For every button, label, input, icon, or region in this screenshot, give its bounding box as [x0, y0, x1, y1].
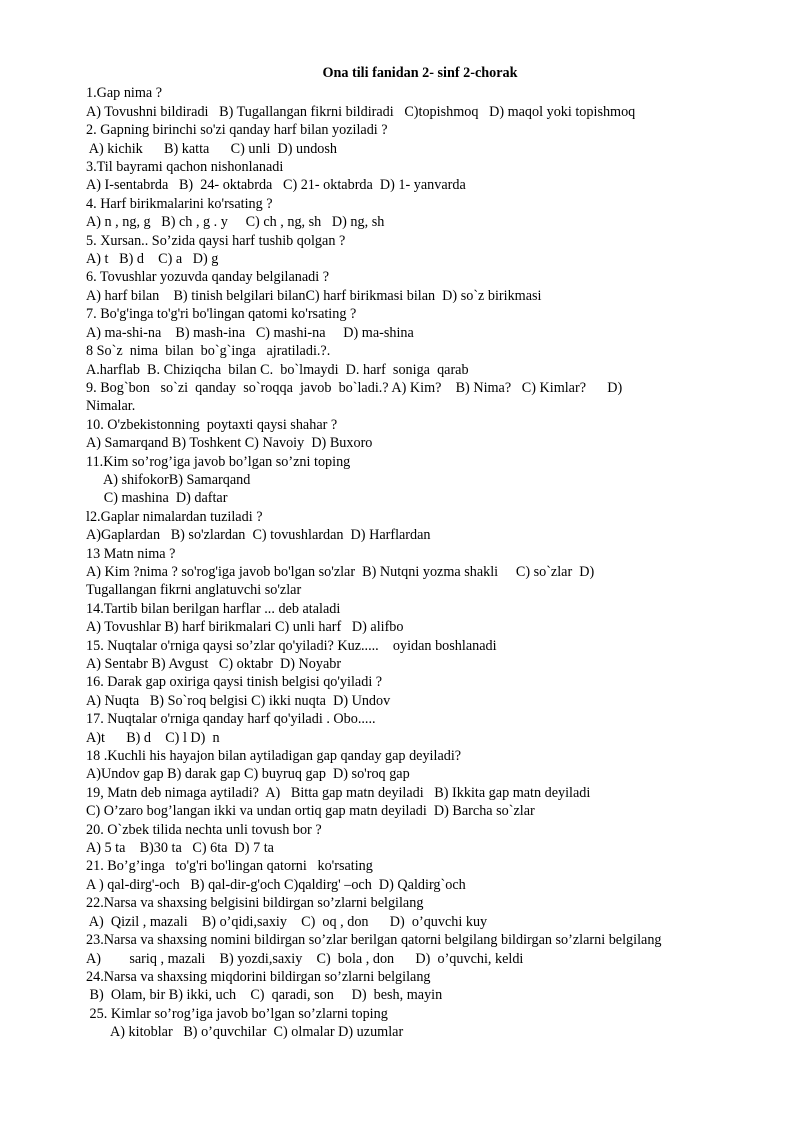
document-title: Ona tili fanidan 2- sinf 2-chorak	[322, 65, 518, 81]
text-line: A.harflab B. Chiziqcha bilan C. bo`lmaydi D. harf soniga qarab	[86, 361, 469, 378]
text-line: 20. O`zbek tilida nechta unli tovush bor ?	[86, 821, 322, 838]
text-line: A) kitoblar B) o’quvchilar C) olmalar D) uzumlar	[86, 1024, 404, 1041]
text-line: l2.Gaplar nimalardan tuziladi ?	[86, 508, 263, 525]
text-line: A) 5 ta B)30 ta C) 6ta D) 7 ta	[86, 840, 274, 857]
question-list	[86, 84, 786, 1041]
text-line: 4. Harf birikmalarini ko'rsating ?	[86, 195, 273, 212]
text-line: A) Qizil , mazali B) o’qidi,saxiy C) oq , don D) o’quvchi kuy	[86, 913, 488, 930]
text-line: A) t B) d C) a D) g	[86, 251, 219, 268]
text-line: A) Tovushni bildiradi B) Tugallangan fikrni bildiradi C)topishmoq D) maqol yoki topishmoq	[86, 103, 636, 120]
text-line: A) I-sentabrda B) 24- oktabrda C) 21- oktabrda D) 1- yanvarda	[86, 177, 466, 194]
text-line: C) mashina D) daftar	[86, 490, 228, 507]
text-line: A) ma-shi-na B) mash-ina C) mashi-na D) ma-shina	[86, 324, 414, 341]
text-line: C) O’zaro bog’langan ikki va undan ortiq gap matn deyiladi D) Barcha so`zlar	[86, 803, 535, 820]
text-line: 24.Narsa va shaxsing miqdorini bildirgan so’zlarni belgilang	[86, 968, 431, 985]
text-line: A) Kim ?nima ? so'rog'iga javob bo'lgan so'zlar B) Nutqni yozma shakli C) so`zlar D)	[86, 563, 595, 580]
text-line: A) Tovushlar B) harf birikmalari C) unli harf D) alifbo	[86, 619, 404, 636]
text-line: A) shifokorB) Samarqand	[86, 471, 251, 488]
text-line: 3.Til bayrami qachon nishonlanadi	[86, 159, 284, 176]
text-line: Tugallangan fikrni anglatuvchi so'zlar	[86, 582, 302, 599]
text-line: 2. Gapning birinchi so'zi qanday harf bilan yoziladi ?	[86, 122, 388, 139]
text-line: 7. Bo'g'inga to'g'ri bo'lingan qatomi ko'rsating ?	[86, 306, 357, 323]
text-line: A) n , ng, g B) ch , g . y C) ch , ng, sh D) ng, sh	[86, 214, 385, 231]
text-line: A) Samarqand B) Toshkent C) Navoiy D) Buxoro	[86, 435, 373, 452]
text-line: 14.Tartib bilan berilgan harflar ... deb ataladi	[86, 600, 341, 617]
text-line: A) Sentabr B) Avgust C) oktabr D) Noyabr	[86, 656, 342, 672]
document-page	[86, 64, 786, 1042]
text-line: A) Nuqta B) So`roq belgisi C) ikki nuqta D) Undov	[86, 692, 391, 709]
text-line: B) Olam, bir B) ikki, uch C) qaradi, son D) besh, mayin	[86, 987, 443, 1004]
text-line: 21. Bo’g’inga to'g'ri bo'lingan qatorni ko'rsating	[86, 858, 373, 875]
text-line: 9. Bog`bon so`zi qanday so`roqqa javob bo`ladi.? A) Kim? B) Nima? C) Kimlar? D)	[86, 379, 623, 396]
text-line: 17. Nuqtalar o'rniga qanday harf qo'yiladi . Obo.....	[86, 711, 376, 728]
text-line: 13 Matn nima ?	[86, 545, 176, 562]
text-line: A) kichik B) katta C) unli D) undosh	[86, 140, 338, 157]
text-line: 18 .Kuchli his hayajon bilan aytiladigan gap qanday gap deyiladi?	[86, 748, 462, 765]
text-line: A)Gaplardan B) so'zlardan C) tovushlardan D) Harflardan	[86, 527, 431, 544]
text-line: 16. Darak gap oxiriga qaysi tinish belgisi qo'yiladi ?	[86, 674, 383, 691]
text-line: 11.Kim so’rog’iga javob bo’lgan so’zni toping	[86, 453, 351, 470]
text-line: 6. Tovushlar yozuvda qanday belgilanadi ?	[86, 269, 330, 286]
text-line: 1.Gap nima ?	[86, 85, 163, 102]
text-line: 10. O'zbekistonning poytaxti qaysi shahar ?	[86, 416, 338, 433]
text-line: 5. Xursan.. So’zida qaysi harf tushib qolgan ?	[86, 232, 346, 249]
text-line: 23.Narsa va shaxsing nomini bildirgan so’zlar berilgan qatorni belgilang bildirgan so’zlarni belgilang	[86, 932, 662, 949]
text-line: 25. Kimlar so’rog’iga javob bo’lgan so’zlarni toping	[86, 1005, 388, 1022]
text-line: A)Undov gap B) darak gap C) buyruq gap D) so'roq gap	[86, 766, 410, 783]
text-line: A ) qal-dirg'-och B) qal-dir-g'och C)qaldirg' –och D) Qaldirg`och	[86, 876, 466, 893]
text-line: 8 So`z nima bilan bo`g`inga ajratiladi.?.	[86, 343, 331, 360]
text-line: Nimalar.	[86, 398, 136, 415]
text-line: 19, Matn deb nimaga aytiladi? A) Bitta gap matn deyiladi B) Ikkita gap matn deyiladi	[86, 784, 591, 801]
text-line: 22.Narsa va shaxsing belgisini bildirgan so’zlarni belgilang	[86, 895, 424, 912]
text-line: A)t B) d C) l D) n	[86, 729, 220, 746]
text-line: A) harf bilan B) tinish belgilari bilanC) harf birikmasi bilan D) so`z birikmasi	[86, 287, 542, 304]
text-line: A) sariq , mazali B) yozdi,saxiy C) bola , don D) o’quvchi, keldi	[86, 950, 524, 967]
text-line: 15. Nuqtalar o'rniga qaysi so’zlar qo'yiladi? Kuz..... oyidan boshlanadi	[86, 637, 497, 654]
